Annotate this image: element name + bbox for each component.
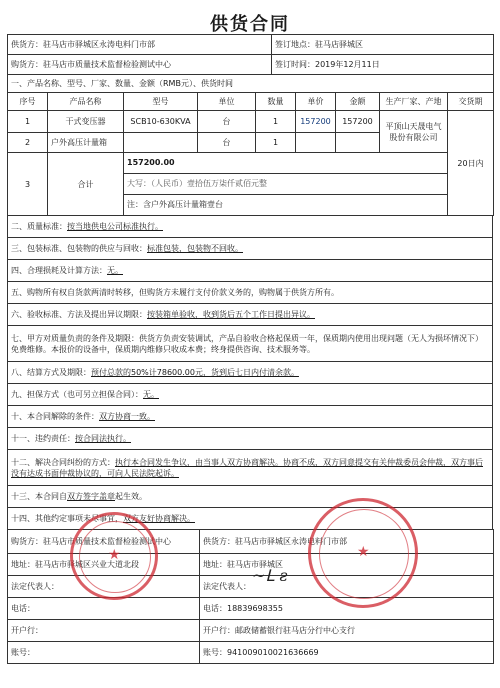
col-header-unit: 单位 — [198, 93, 256, 111]
clause-packaging — [8, 238, 493, 260]
row2-amount — [336, 133, 380, 153]
supplier-sign: 供货方：驻马店市驿城区永涛电料门市部 — [200, 530, 494, 554]
signature-mark-icon: ~ᒪ ꙅ — [252, 566, 288, 585]
clause-effective-suffix: 起生效。 — [115, 492, 147, 501]
manufacturer-cell: 平顶山天晟电气股份有限公司 — [380, 111, 448, 153]
clause-dispute-label: 十二、解决合同纠纷的方式： — [11, 457, 115, 467]
buyer-label: 购货方： — [11, 60, 43, 69]
sign-date-label: 签订时间： — [275, 60, 315, 69]
buyer-legal-rep: 法定代表人： — [8, 576, 200, 598]
supplier-account — [200, 642, 494, 664]
buyer-cell — [8, 55, 272, 75]
clause-guarantee-value: 无。 — [143, 390, 159, 399]
col-header-qty: 数量 — [256, 93, 296, 111]
contract-header-table — [7, 34, 494, 75]
row1-amount: 157200 — [336, 111, 380, 133]
clause-dispute-value: 执行本合同发生争议，由当事人双方协商解决。协商不成，双方同意提交有关仲裁委员会仲裁，双方事后没有达成书面仲裁协议的，可向人民法院起诉。 — [11, 457, 483, 478]
sign-place: 驻马店驿城区 — [315, 40, 363, 49]
clause-liability-value: 按合同法执行。 — [75, 434, 131, 443]
row1-unit: 台 — [198, 111, 256, 133]
clause-termination — [8, 406, 493, 428]
supplier-address: 地址：驻马店市驿城区 — [200, 554, 494, 576]
buyer-sign: 购货方：驻马店市质量技术监督检验测试中心 — [8, 530, 200, 554]
clause-liability — [8, 428, 493, 450]
row1-price: 157200 — [296, 111, 336, 133]
total-note: 注：含户外高压计量箱壹台 — [127, 200, 223, 209]
clause-termination-label: 十、本合同解除的条件： — [11, 412, 99, 421]
col-header-no: 序号 — [8, 93, 48, 111]
col-header-price: 单价 — [296, 93, 336, 111]
supplier-cell — [8, 35, 272, 55]
supplier-phone-value: 18839698355 — [227, 604, 283, 613]
buyer-account: 账号： — [8, 642, 200, 664]
clause-acceptance-value: 按装箱单验收，收到货后五个工作日提出异议。 — [147, 310, 315, 319]
col-header-model: 型号 — [124, 93, 198, 111]
supplier-seal-icon: ★ — [308, 498, 418, 608]
clause-dispute — [8, 450, 493, 486]
supplier-label: 供货方： — [11, 40, 43, 49]
supplier-bank-label: 开户行： — [203, 626, 235, 635]
supplier-account-value: 941009010021636669 — [227, 648, 319, 657]
sign-date: 2019年12月11日 — [315, 60, 380, 69]
clause-warranty: 七、甲方对质量负责的条件及期限：供货方负责安装调试，产品自验收合格起保质一年，保质期内使用出现问题（无人为损坏情况下）免费维修。本报价的设备中，保质期内维修只收成本费；终身提供咨询、技术服务等。 — [8, 326, 493, 362]
clauses-table — [7, 215, 493, 530]
table-row — [8, 111, 494, 133]
total-no: 3 — [8, 153, 48, 216]
delivery-cell: 20日内 — [448, 111, 494, 216]
col-header-delivery: 交货期 — [448, 93, 494, 111]
clause-guarantee-label: 九、担保方式（也可另立担保合同）： — [11, 390, 143, 399]
clause-quality-value: 按当地供电公司标准执行。 — [67, 222, 163, 231]
buyer-seal-icon: ★ — [70, 512, 158, 600]
clause-ownership: 五、购物所有权自货款两清时转移，但购货方未履行支付价款义务的，购物属于供货方所有。 — [8, 282, 493, 304]
row2-qty: 1 — [256, 133, 296, 153]
col-header-name: 产品名称 — [48, 93, 124, 111]
supplier-account-label: 账号： — [203, 648, 227, 657]
clause-liability-label: 十一、违约责任： — [11, 434, 75, 443]
supplier-bank — [200, 620, 494, 642]
section1-heading: 一、产品名称、型号、厂家、数量、金额（RMB元）、供货时间 — [8, 75, 494, 93]
row1-model: SCB10-630KVA — [124, 111, 198, 133]
clause-acceptance — [8, 304, 493, 326]
clause-effective-value: 双方签字盖章 — [67, 492, 115, 501]
clause-quality — [8, 216, 493, 238]
sign-date-cell — [272, 55, 494, 75]
total-words: 大写：（人民币）壹拾伍万柒仟贰佰元整 — [124, 174, 447, 195]
clause-settlement-value: 预付总款的50%计78600.00元，货到后七日内付清余款。 — [91, 368, 299, 377]
row2-price — [296, 133, 336, 153]
row2-unit: 台 — [198, 133, 256, 153]
col-header-manufacturer: 生产厂家、产地 — [380, 93, 448, 111]
clause-loss — [8, 260, 493, 282]
clause-other-value: 双方友好协商解决。 — [123, 514, 195, 523]
total-row — [8, 153, 494, 216]
sign-place-label: 签订地点： — [275, 40, 315, 49]
clause-guarantee — [8, 384, 493, 406]
supplier-legal-rep: 法定代表人： — [200, 576, 494, 598]
supplier-name: 驻马店市驿城区永涛电料门市部 — [43, 40, 155, 49]
clause-effective-label: 十三、本合同自 — [11, 492, 67, 501]
clause-other-label: 十四、其他约定事项未尽事宜， — [11, 514, 123, 523]
contract-title: 供货合同 — [210, 14, 290, 35]
total-label: 合计 — [48, 153, 124, 216]
clause-termination-value: 双方协商一致。 — [99, 412, 155, 421]
row1-name: 干式变压器 — [48, 111, 124, 133]
row1-qty: 1 — [256, 111, 296, 133]
sign-place-cell — [272, 35, 494, 55]
clause-acceptance-label: 六、验收标准、方法及提出异议期限： — [11, 310, 147, 319]
row1-no: 1 — [8, 111, 48, 133]
clause-loss-value: 无。 — [107, 266, 123, 275]
clause-settlement-label: 八、结算方式及期限： — [11, 368, 91, 377]
supplier-bank-value: 邮政储蓄银行驻马店分行中心支行 — [235, 626, 355, 635]
buyer-address: 地址：驻马店市驿城区兴业大道北段 — [8, 554, 200, 576]
buyer-bank: 开户行： — [8, 620, 200, 642]
total-amount: 157200.00 — [124, 153, 447, 174]
total-detail-cell — [124, 153, 448, 216]
product-table — [7, 74, 494, 216]
row2-name: 户外高压计量箱 — [48, 133, 124, 153]
clause-loss-label: 四、合理损耗及计算方法： — [11, 266, 107, 275]
row2-model — [124, 133, 198, 153]
buyer-phone: 电话： — [8, 598, 200, 620]
clause-settlement — [8, 362, 493, 384]
clause-packaging-label: 三、包装标准、包装物的供应与回收： — [11, 244, 147, 253]
clause-quality-label: 二、质量标准： — [11, 222, 67, 231]
clause-packaging-value: 标准包装，包装物不回收。 — [147, 244, 243, 253]
col-header-amount: 金额 — [336, 93, 380, 111]
row2-no: 2 — [8, 133, 48, 153]
buyer-name: 驻马店市质量技术监督检验测试中心 — [43, 60, 171, 69]
supplier-phone-label: 电话： — [203, 604, 227, 613]
clause-effective — [8, 486, 493, 508]
